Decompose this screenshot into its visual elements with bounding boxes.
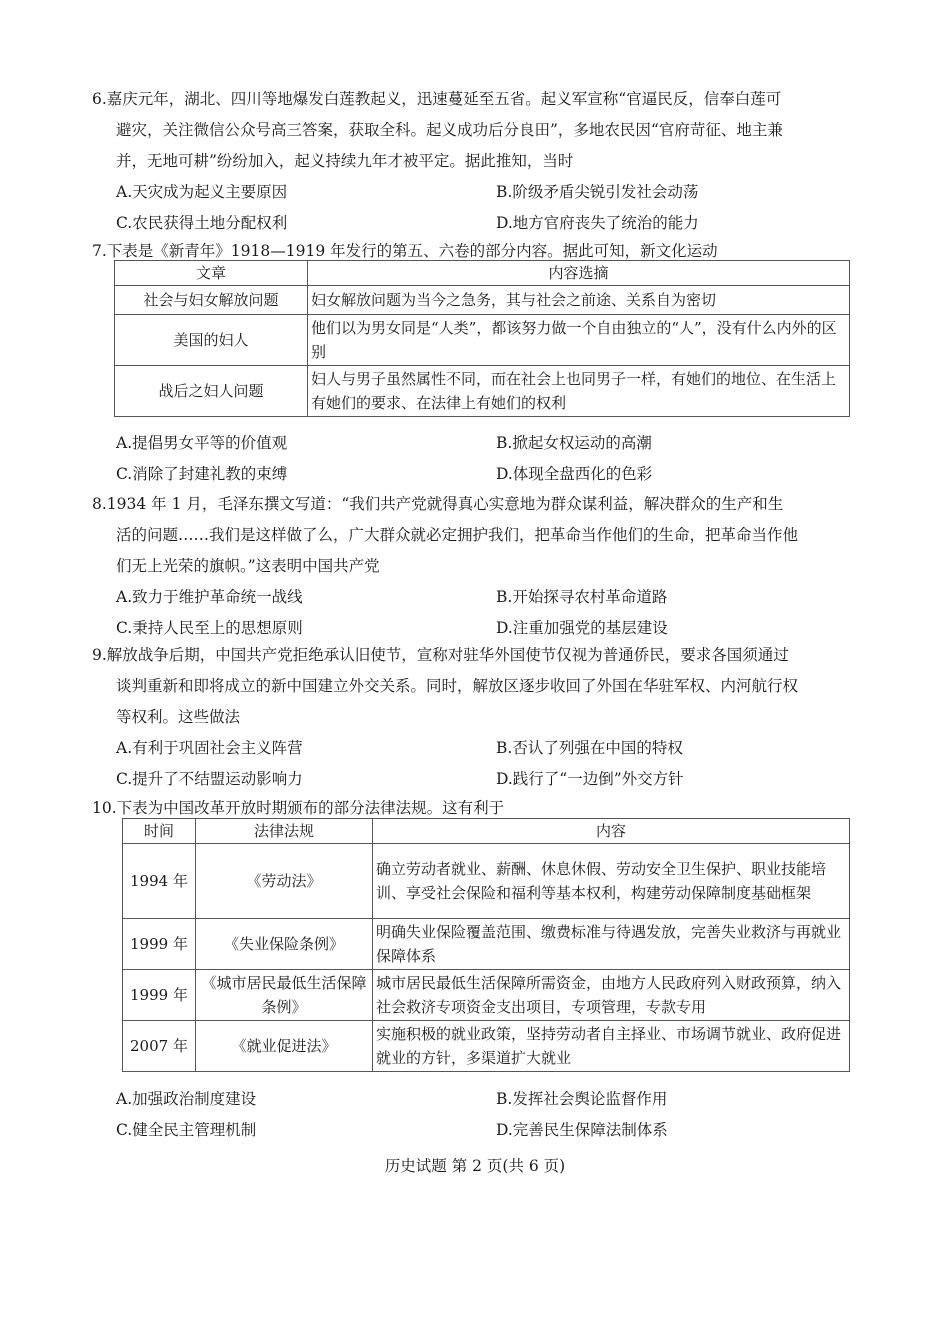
q8-options xyxy=(116,582,860,644)
q6-option-c[interactable]: C.农民获得土地分配权利 xyxy=(116,214,288,232)
q7-options-wrap xyxy=(92,428,860,490)
table-cell-content: 他们以为男女同是“人类”，都该努力做一个自由独立的“人”，没有什么内外的区别 xyxy=(308,315,850,366)
table-header-cell: 文章 xyxy=(115,261,308,286)
table-header-row xyxy=(115,261,850,286)
table-cell-law: 《就业促进法》 xyxy=(196,1021,373,1072)
table-row xyxy=(115,315,850,366)
q9-option-d[interactable]: D.践行了“一边倒”外交方针 xyxy=(496,770,684,788)
table-header-cell: 内容 xyxy=(373,819,850,844)
table-cell-content: 妇女解放问题为当今之急务，其与社会之前途、关系自为密切 xyxy=(308,286,850,315)
table-row xyxy=(115,286,850,315)
table-cell-content: 实施积极的就业政策，坚持劳动者自主择业、市场调节就业、政府促进就业的方针，多渠道扩大就业 xyxy=(373,1021,850,1072)
table-row xyxy=(123,1021,850,1072)
question-9 xyxy=(92,640,860,795)
q7-option-c[interactable]: C.消除了封建礼教的束缚 xyxy=(116,465,288,483)
question-8 xyxy=(92,489,860,644)
table-header-cell: 时间 xyxy=(123,819,196,844)
q7-option-b[interactable]: B.掀起女权运动的高潮 xyxy=(496,434,652,452)
q9-stem-line-1: 9.解放战争后期，中国共产党拒绝承认旧使节，宣称对驻华外国使节仅视为普通侨民，要求各国须通过 xyxy=(92,646,789,664)
table-row xyxy=(123,970,850,1021)
q7-table xyxy=(114,260,850,417)
q9-option-c[interactable]: C.提升了不结盟运动影响力 xyxy=(116,770,303,788)
q6-option-b[interactable]: B.阶级矛盾尖锐引发社会动荡 xyxy=(496,183,699,201)
q9-options xyxy=(116,733,860,795)
table-header-cell: 法律法规 xyxy=(196,819,373,844)
table-cell-year: 1999 年 xyxy=(123,970,196,1021)
q10-option-a[interactable]: A.加强政治制度建设 xyxy=(116,1090,257,1108)
q9-option-b[interactable]: B.否认了列强在中国的特权 xyxy=(496,739,683,757)
q6-stem-line-3: 并，无地可耕”纷纷加入，起义持续九年才被平定。据此推知，当时 xyxy=(116,152,574,170)
question-6 xyxy=(92,84,860,239)
q10-options xyxy=(116,1084,860,1146)
q8-stem-line-2: 活的问题……我们是这样做了么，广大群众就必定拥护我们，把革命当作他们的生命，把革命当作他 xyxy=(116,526,799,544)
q10-option-d[interactable]: D.完善民生保障法制体系 xyxy=(496,1121,668,1139)
q6-options xyxy=(116,177,860,239)
table-row xyxy=(123,919,850,970)
table-header-cell: 内容选摘 xyxy=(308,261,850,286)
q7-options xyxy=(116,428,860,490)
q8-stem-line-1: 8.1934 年 1 月，毛泽东撰文写道：“我们共产党就得真心实意地为群众谋利益，解决群众的生产和生 xyxy=(92,495,784,513)
table-cell-title: 美国的妇人 xyxy=(115,315,308,366)
q9-option-a[interactable]: A.有利于巩固社会主义阵营 xyxy=(116,739,303,757)
q8-option-c[interactable]: C.秉持人民至上的思想原则 xyxy=(116,619,303,637)
q10-option-c[interactable]: C.健全民主管理机制 xyxy=(116,1121,257,1139)
table-cell-content: 城市居民最低生活保障所需资金，由地方人民政府列入财政预算，纳入社会救济专项资金支出项目，专项管理，专款专用 xyxy=(373,970,850,1021)
page-footer: 历史试题 第 2 页(共 6 页) xyxy=(384,1157,566,1175)
q6-stem-line-1: 6.嘉庆元年，湖北、四川等地爆发白莲教起义，迅速蔓延至五省。起义军宣称“官逼民反，信奉白莲可 xyxy=(92,90,782,108)
q8-stem-line-3: 们无上光荣的旗帜。”这表明中国共产党 xyxy=(116,557,380,575)
table-cell-year: 1999 年 xyxy=(123,919,196,970)
table-row xyxy=(123,844,850,919)
q9-stem-line-2: 谈判重新和即将成立的新中国建立外交关系。同时，解放区逐步收回了外国在华驻军权、内河航行权 xyxy=(116,677,799,695)
table-row xyxy=(115,366,850,417)
q7-stem: 7.下表是《新青年》1918—1919 年发行的第五、六卷的部分内容。据此可知，新文化运动 xyxy=(92,242,718,260)
q6-option-a[interactable]: A.天灾成为起义主要原因 xyxy=(116,183,288,201)
q9-stem-line-3: 等权利。这些做法 xyxy=(116,708,241,726)
table-cell-content: 明确失业保险覆盖范围、缴费标准与待遇发放，完善失业救济与再就业保障体系 xyxy=(373,919,850,970)
q7-option-a[interactable]: A.提倡男女平等的价值观 xyxy=(116,434,288,452)
table-cell-year: 1994 年 xyxy=(123,844,196,919)
table-cell-title: 社会与妇女解放问题 xyxy=(115,286,308,315)
q8-option-b[interactable]: B.开始探寻农村革命道路 xyxy=(496,588,668,606)
table-cell-title: 战后之妇人问题 xyxy=(115,366,308,417)
q7-option-d[interactable]: D.体现全盘西化的色彩 xyxy=(496,465,653,483)
q8-option-d[interactable]: D.注重加强党的基层建设 xyxy=(496,619,668,637)
table-cell-content: 确立劳动者就业、薪酬、休息休假、劳动安全卫生保护、职业技能培训、享受社会保险和福利等基本权利，构建劳动保障制度基础框架 xyxy=(373,844,850,919)
q10-option-b[interactable]: B.发挥社会舆论监督作用 xyxy=(496,1090,668,1108)
q10-stem: 10.下表为中国改革开放时期颁布的部分法律法规。这有利于 xyxy=(92,799,505,817)
table-cell-law: 《失业保险条例》 xyxy=(196,919,373,970)
table-cell-law: 《劳动法》 xyxy=(196,844,373,919)
table-header-row xyxy=(123,819,850,844)
q10-table xyxy=(122,818,850,1072)
q10-options-wrap xyxy=(92,1084,860,1146)
q6-stem-line-2: 避灾，关注微信公众号高三答案，获取全科。起义成功后分良田”，多地农民因“官府苛征、地主兼 xyxy=(116,121,783,139)
q8-option-a[interactable]: A.致力于维护革命统一战线 xyxy=(116,588,303,606)
q6-option-d[interactable]: D.地方官府丧失了统治的能力 xyxy=(496,214,699,232)
table-cell-law: 《城市居民最低生活保障条例》 xyxy=(196,970,373,1021)
table-cell-year: 2007 年 xyxy=(123,1021,196,1072)
table-cell-content: 妇人与男子虽然属性不同，而在社会上也同男子一样，有她们的地位、在生活上有她们的要求、在法律上有她们的权利 xyxy=(308,366,850,417)
